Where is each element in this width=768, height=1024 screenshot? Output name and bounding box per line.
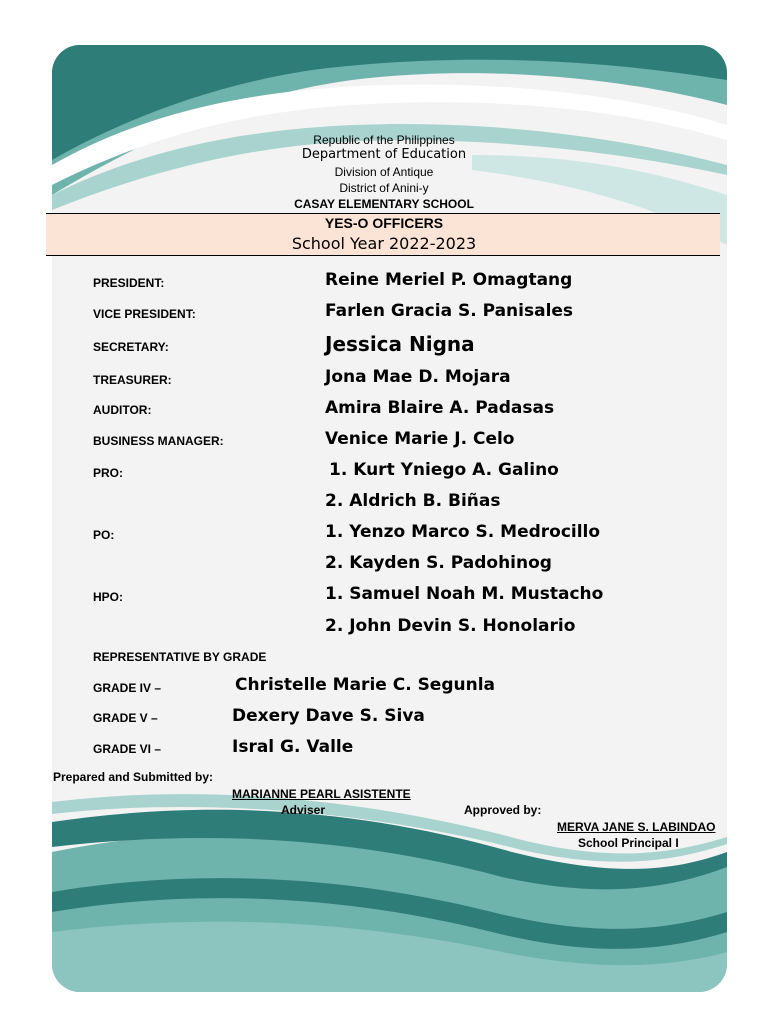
officer-name: Jessica Nigna bbox=[325, 332, 475, 356]
principal-name: MERVA JANE S. LABINDAO bbox=[557, 820, 716, 834]
school-name: CASAY ELEMENTARY SCHOOL bbox=[294, 197, 474, 211]
position-label: AUDITOR: bbox=[93, 403, 152, 417]
position-label: TREASURER: bbox=[93, 373, 172, 387]
position-label: SECRETARY: bbox=[93, 340, 169, 354]
officer-name: Jona Mae D. Mojara bbox=[325, 367, 511, 387]
officer-name: Reine Meriel P. Omagtang bbox=[325, 270, 573, 290]
school-year: School Year 2022-2023 bbox=[291, 234, 477, 253]
position-label: HPO: bbox=[93, 590, 123, 604]
republic-text: Republic of the Philippines bbox=[313, 133, 455, 147]
department-text: Department of Education bbox=[301, 147, 467, 162]
document-title: YES-O OFFICERS bbox=[324, 215, 444, 231]
principal-title: School Principal I bbox=[578, 836, 679, 850]
approved-label: Approved by: bbox=[464, 803, 542, 817]
position-label: PRESIDENT: bbox=[93, 276, 165, 290]
grade-label: GRADE VI – bbox=[93, 742, 162, 756]
officer-name: 2. John Devin S. Honolario bbox=[325, 616, 576, 636]
representatives-heading: REPRESENTATIVE BY GRADE bbox=[93, 650, 267, 664]
adviser-name: MARIANNE PEARL ASISTENTE bbox=[232, 787, 411, 801]
representative-name: Isral G. Valle bbox=[232, 737, 354, 757]
position-label: PO: bbox=[93, 528, 115, 542]
position-label: BUSINESS MANAGER: bbox=[93, 434, 224, 448]
position-label: PRO: bbox=[93, 466, 123, 480]
officer-name: 1. Yenzo Marco S. Medrocillo bbox=[325, 522, 601, 542]
district-text: District of Anini-y bbox=[339, 181, 429, 195]
officer-name: Venice Marie J. Celo bbox=[325, 429, 515, 449]
grade-label: GRADE V – bbox=[93, 711, 158, 725]
officer-name: Amira Blaire A. Padasas bbox=[325, 398, 555, 418]
representative-name: Christelle Marie C. Segunla bbox=[235, 675, 496, 695]
officer-name: 2. Kayden S. Padohinog bbox=[325, 553, 552, 573]
officer-name: 1. Samuel Noah M. Mustacho bbox=[325, 584, 604, 604]
position-label: VICE PRESIDENT: bbox=[93, 307, 196, 321]
division-text: Division of Antique bbox=[334, 165, 434, 179]
officer-name: Farlen Gracia S. Panisales bbox=[325, 301, 574, 321]
officer-name: 2. Aldrich B. Biñas bbox=[325, 491, 501, 511]
prepared-label: Prepared and Submitted by: bbox=[53, 770, 214, 784]
adviser-title: Adviser bbox=[281, 803, 326, 817]
bottom-wave-decoration bbox=[52, 782, 727, 992]
grade-label: GRADE IV – bbox=[93, 681, 162, 695]
officer-name: 1. Kurt Yniego A. Galino bbox=[329, 460, 559, 480]
representative-name: Dexery Dave S. Siva bbox=[232, 706, 425, 726]
